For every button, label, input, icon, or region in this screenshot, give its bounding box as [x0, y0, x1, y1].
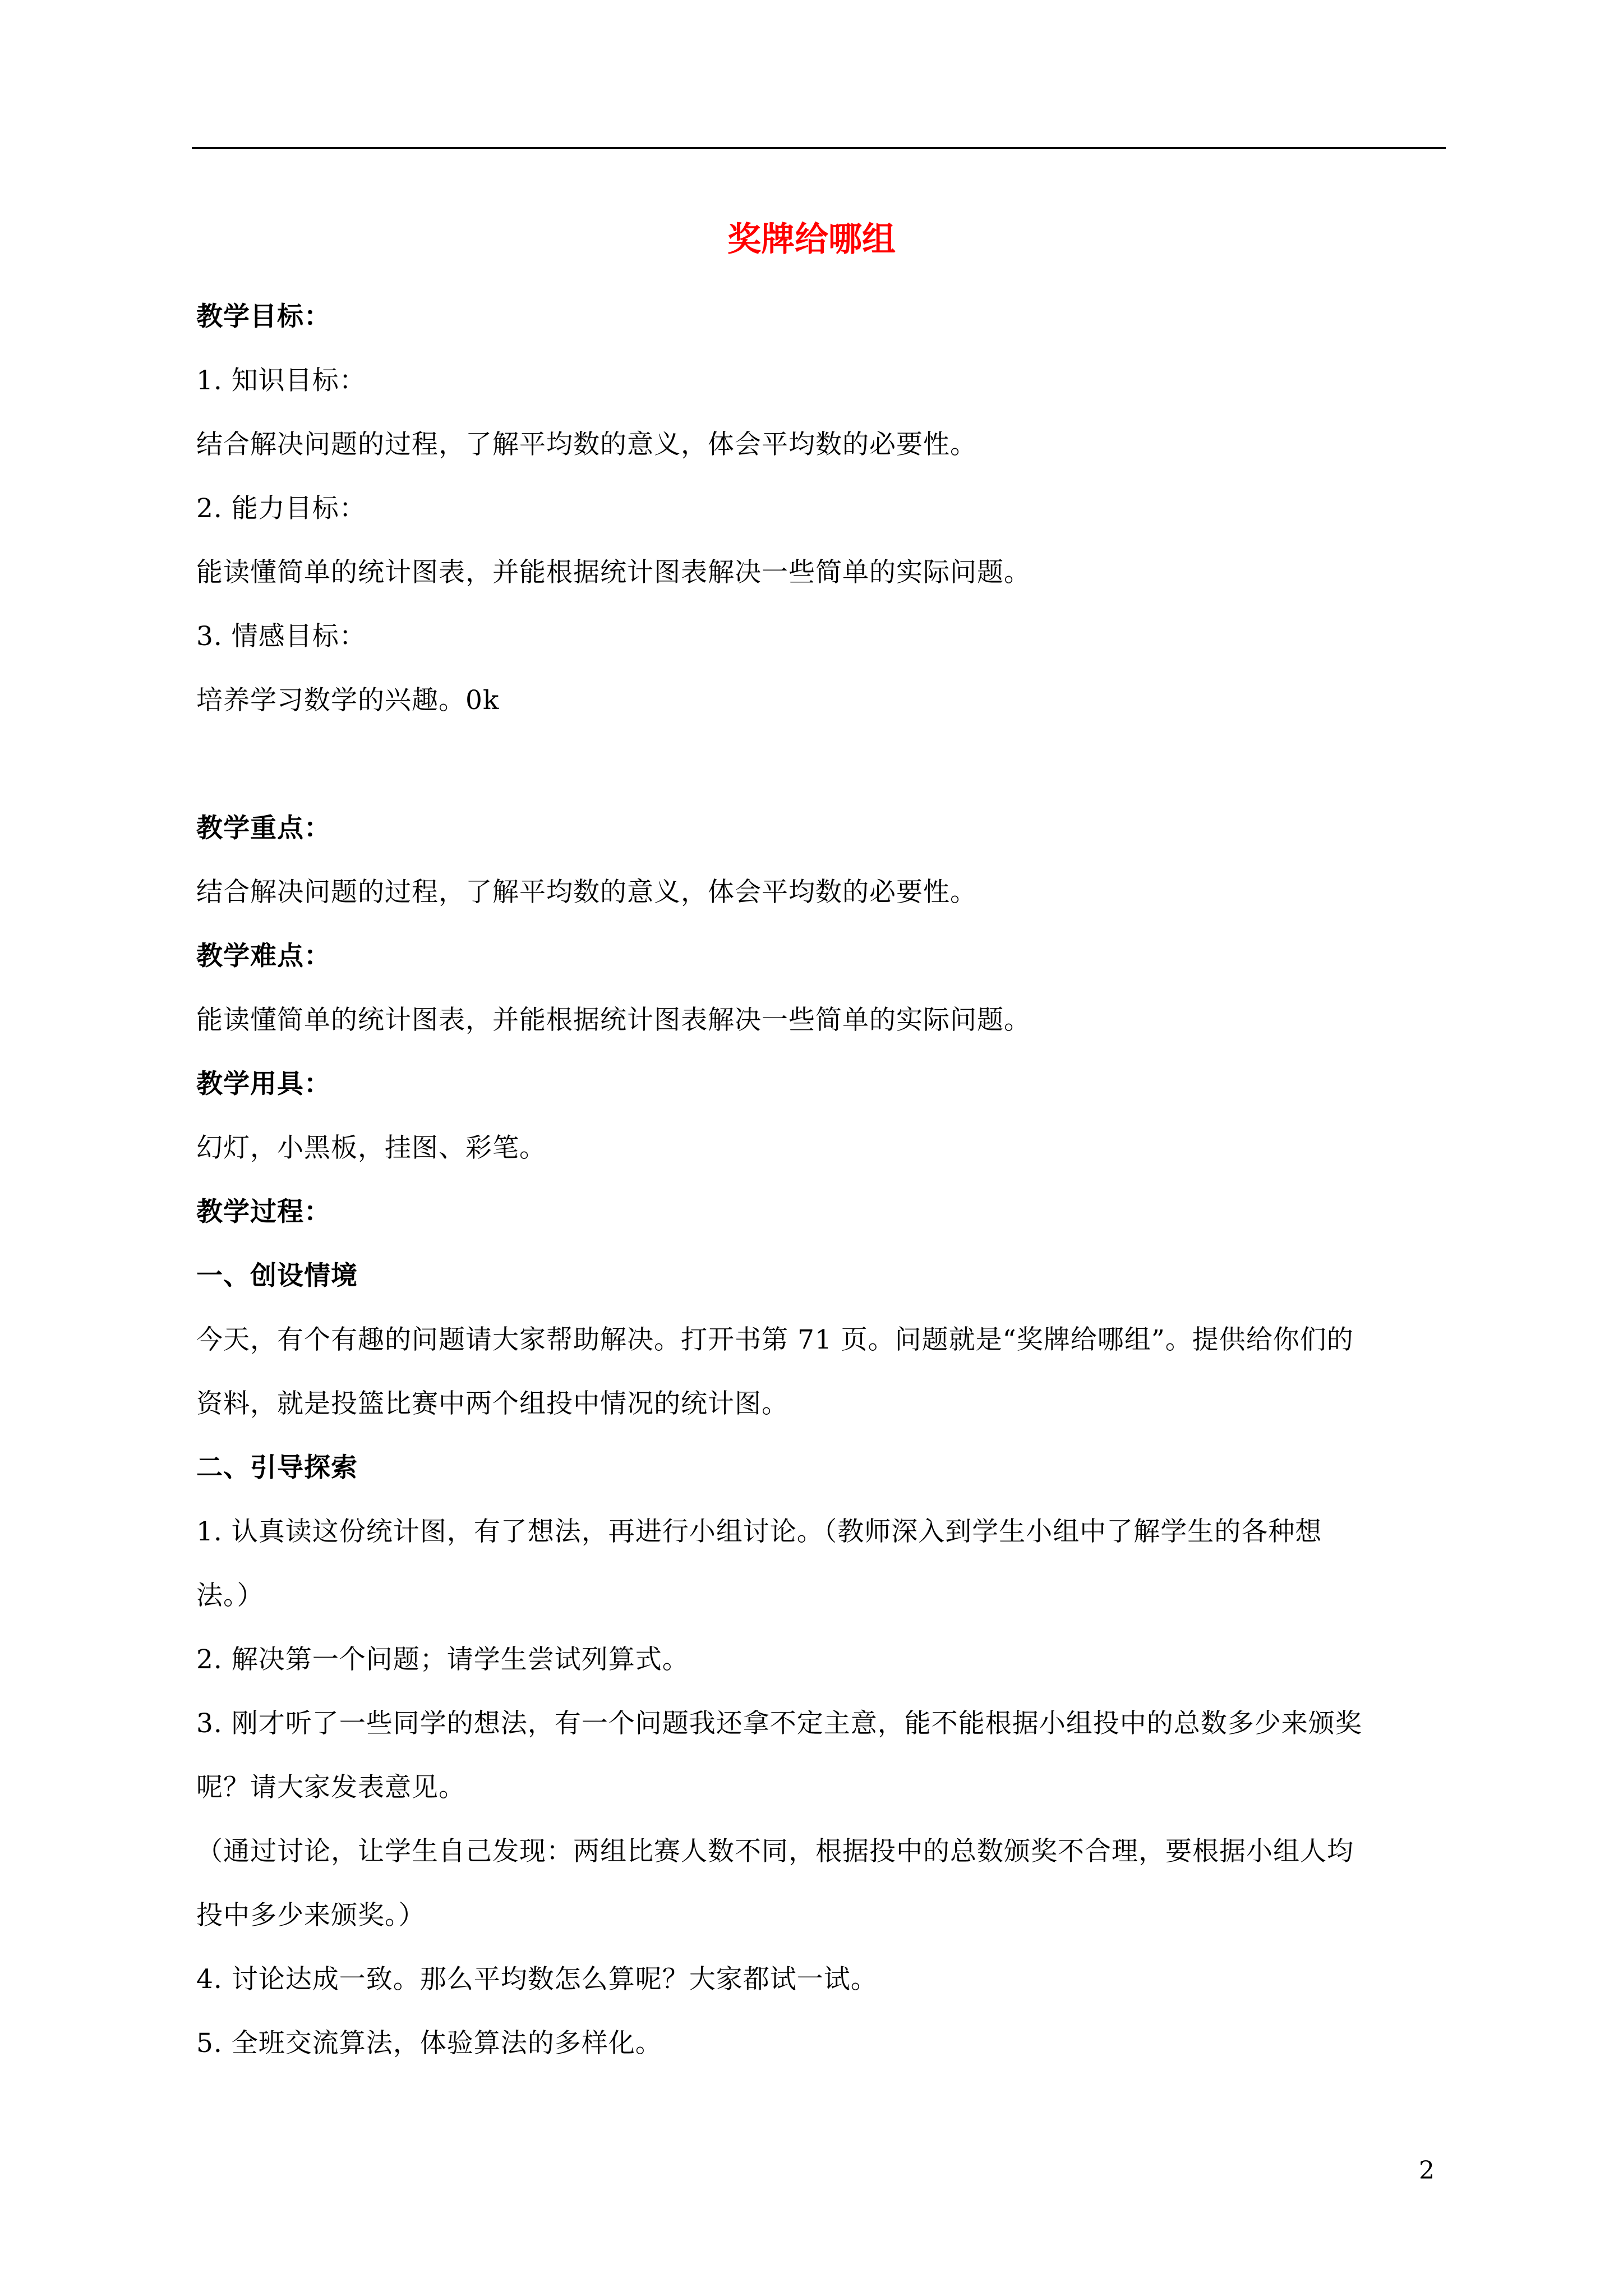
- heading-teaching-tools: 教学用具：: [196, 1069, 331, 1099]
- exploration-step-4: 4. 讨论达成一致。那么平均数怎么算呢？大家都试一试。: [196, 1964, 878, 1995]
- goal-knowledge-text: 结合解决问题的过程，了解平均数的意义，体会平均数的必要性。: [196, 429, 977, 460]
- exploration-step-2: 2. 解决第一个问题；请学生尝试列算式。: [196, 1644, 689, 1675]
- scenario-text-line-1: 今天，有个有趣的问题请大家帮助解决。打开书第 71 页。问题就是“奖牌给哪组”。提供给你们的: [196, 1324, 1354, 1355]
- section-guided-exploration: 二、引导探索: [196, 1452, 358, 1483]
- exploration-step-5: 5. 全班交流算法，体验算法的多样化。: [196, 2028, 662, 2059]
- exploration-step-1-line-1: 1. 认真读这份统计图，有了想法，再进行小组讨论。（教师深入到学生小组中了解学生的各种想: [196, 1516, 1322, 1547]
- goal-emotion-label: 3. 情感目标：: [196, 621, 366, 652]
- goal-emotion-text: 培养学习数学的兴趣。0k: [196, 685, 500, 716]
- scenario-text-line-2: 资料，就是投篮比赛中两个组投中情况的统计图。: [196, 1388, 789, 1419]
- goal-ability-label: 2. 能力目标：: [196, 493, 366, 524]
- header-rule: [192, 147, 1446, 149]
- exploration-note-line-1: （通过讨论，让学生自己发现：两组比赛人数不同，根据投中的总数颁奖不合理，要根据小组人均: [196, 1836, 1354, 1867]
- exploration-step-3-line-1: 3. 刚才听了一些同学的想法，有一个问题我还拿不定主意，能不能根据小组投中的总数多少来颁奖: [196, 1708, 1362, 1739]
- document-title: 奖牌给哪组: [727, 220, 896, 259]
- exploration-note-line-2: 投中多少来颁奖。）: [196, 1900, 426, 1931]
- goal-ability-text: 能读懂简单的统计图表，并能根据统计图表解决一些简单的实际问题。: [196, 557, 1031, 588]
- heading-teaching-goals: 教学目标：: [196, 301, 331, 332]
- exploration-step-3-line-2: 呢？请大家发表意见。: [196, 1772, 465, 1803]
- section-create-scenario: 一、创设情境: [196, 1260, 358, 1291]
- heading-difficulties: 教学难点：: [196, 941, 331, 972]
- difficulties-text: 能读懂简单的统计图表，并能根据统计图表解决一些简单的实际问题。: [196, 1005, 1031, 1036]
- heading-key-points: 教学重点：: [196, 813, 331, 844]
- goal-knowledge-label: 1. 知识目标：: [196, 365, 366, 396]
- heading-teaching-process: 教学过程：: [196, 1197, 331, 1227]
- teaching-tools-text: 幻灯，小黑板，挂图、彩笔。: [196, 1133, 546, 1163]
- exploration-step-1-line-2: 法。）: [196, 1580, 264, 1611]
- page-number: 2: [1419, 2156, 1435, 2185]
- key-points-text: 结合解决问题的过程，了解平均数的意义，体会平均数的必要性。: [196, 877, 977, 908]
